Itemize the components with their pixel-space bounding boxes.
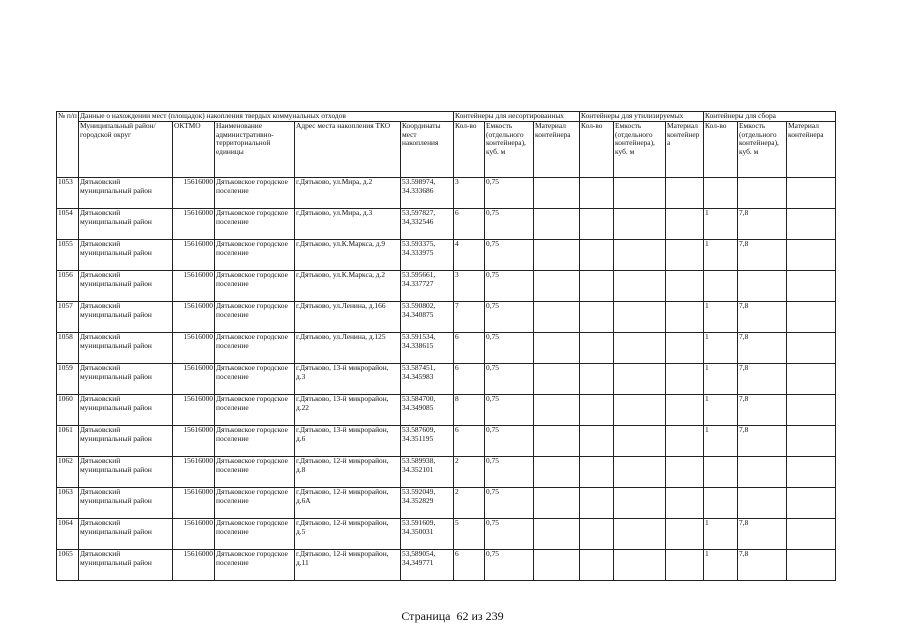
header-material-collection: Материал контейнера <box>787 122 836 178</box>
cell-count: 7 <box>454 302 485 333</box>
cell-address: г.Дятьково, 12-й микрорайон, д.8 <box>295 457 401 488</box>
cell-volume3 <box>738 457 787 488</box>
cell-count3 <box>704 457 738 488</box>
cell-volume2 <box>614 395 666 426</box>
header-group-unsorted: Контейнеры для несортированных <box>454 112 580 122</box>
cell-territory: Дятьковское городское поселение <box>215 519 295 550</box>
cell-volume3: 7,8 <box>738 240 787 271</box>
cell-material2 <box>666 302 704 333</box>
cell-no: 1063 <box>57 488 79 519</box>
cell-district: Дятьковский муниципальный район <box>79 364 173 395</box>
cell-volume: 0,75 <box>485 178 534 209</box>
cell-count2 <box>580 519 614 550</box>
cell-district: Дятьковский муниципальный район <box>79 240 173 271</box>
cell-material3 <box>787 240 836 271</box>
cell-material <box>534 395 580 426</box>
cell-volume3: 7,8 <box>738 364 787 395</box>
header-volume: Емкость (отдельного контейнера), куб. м <box>485 122 534 178</box>
cell-no: 1054 <box>57 209 79 240</box>
cell-volume2 <box>614 240 666 271</box>
cell-volume2 <box>614 364 666 395</box>
cell-oktmo: 15616000 <box>173 178 215 209</box>
cell-address: г.Дятьково, ул.Мира, д.2 <box>295 178 401 209</box>
cell-coords: 53.587609, 34.351195 <box>401 426 454 457</box>
header-count: Кол-во <box>454 122 485 178</box>
table-row <box>57 333 836 364</box>
cell-district: Дятьковский муниципальный район <box>79 426 173 457</box>
cell-count2 <box>580 178 614 209</box>
cell-address: г.Дятьково, ул.К.Маркса, д.9 <box>295 240 401 271</box>
cell-no: 1053 <box>57 178 79 209</box>
cell-oktmo: 15616000 <box>173 364 215 395</box>
cell-count3: 1 <box>704 550 738 581</box>
cell-district: Дятьковский муниципальный район <box>79 333 173 364</box>
header-address: Адрес места накопления ТКО <box>295 122 401 178</box>
table-row <box>57 209 836 240</box>
cell-oktmo: 15616000 <box>173 302 215 333</box>
table-row <box>57 302 836 333</box>
cell-volume3 <box>738 488 787 519</box>
cell-volume3: 7,8 <box>738 426 787 457</box>
cell-coords: 53.591609, 34.350031 <box>401 519 454 550</box>
cell-oktmo: 15616000 <box>173 240 215 271</box>
cell-material2 <box>666 519 704 550</box>
cell-material2 <box>666 209 704 240</box>
cell-address: г.Дятьково, 12-й микрорайон, д.5 <box>295 519 401 550</box>
cell-count2 <box>580 457 614 488</box>
cell-material2 <box>666 240 704 271</box>
cell-count: 3 <box>454 178 485 209</box>
header-territory: Наименование административно-территориальной единицы <box>215 122 295 178</box>
cell-oktmo: 15616000 <box>173 457 215 488</box>
cell-material2 <box>666 178 704 209</box>
cell-no: 1062 <box>57 457 79 488</box>
cell-address: г.Дятьково, ул.К.Маркса, д.2 <box>295 271 401 302</box>
cell-district: Дятьковский муниципальный район <box>79 457 173 488</box>
cell-count2 <box>580 426 614 457</box>
cell-oktmo: 15616000 <box>173 271 215 302</box>
header-row-groups <box>57 112 836 122</box>
document-sheet <box>56 111 836 581</box>
cell-coords: 53.593375, 34.333975 <box>401 240 454 271</box>
cell-count3: 1 <box>704 302 738 333</box>
cell-count3: 1 <box>704 209 738 240</box>
cell-volume: 0,75 <box>485 333 534 364</box>
cell-address: г.Дятьково, 13-й микрорайон, д.3 <box>295 364 401 395</box>
cell-volume2 <box>614 426 666 457</box>
cell-count: 3 <box>454 271 485 302</box>
cell-volume2 <box>614 209 666 240</box>
cell-count3 <box>704 488 738 519</box>
cell-no: 1061 <box>57 426 79 457</box>
cell-address: г.Дятьково, ул.Ленина, д.125 <box>295 333 401 364</box>
cell-material2 <box>666 457 704 488</box>
cell-material3 <box>787 550 836 581</box>
table-row <box>57 550 836 581</box>
cell-material3 <box>787 333 836 364</box>
cell-material3 <box>787 519 836 550</box>
header-district: Муниципальный район/городской округ <box>79 122 173 178</box>
cell-address: г.Дятьково, 13-й микрорайон, д.6 <box>295 426 401 457</box>
header-material-recycled: Материал контейнер а <box>666 122 704 178</box>
cell-material3 <box>787 364 836 395</box>
cell-material3 <box>787 271 836 302</box>
cell-material <box>534 240 580 271</box>
cell-coords: 53,589054, 34,349771 <box>401 550 454 581</box>
registry-table <box>56 111 836 581</box>
cell-count2 <box>580 240 614 271</box>
cell-district: Дятьковский муниципальный район <box>79 302 173 333</box>
table-row <box>57 364 836 395</box>
cell-count: 2 <box>454 457 485 488</box>
header-volume-collection: Емкость (отдельного контейнера), куб. м <box>738 122 787 178</box>
cell-no: 1060 <box>57 395 79 426</box>
cell-volume: 0,75 <box>485 209 534 240</box>
cell-oktmo: 15616000 <box>173 395 215 426</box>
cell-count: 2 <box>454 488 485 519</box>
cell-volume: 0,75 <box>485 302 534 333</box>
header-no: № п/п <box>57 112 79 178</box>
cell-material2 <box>666 333 704 364</box>
cell-no: 1058 <box>57 333 79 364</box>
cell-count3: 1 <box>704 240 738 271</box>
cell-material <box>534 364 580 395</box>
cell-address: г.Дятьково, 12-й микрорайон, д.11 <box>295 550 401 581</box>
cell-district: Дятьковский муниципальный район <box>79 550 173 581</box>
page-footer <box>0 609 905 624</box>
table-row <box>57 240 836 271</box>
cell-count2 <box>580 302 614 333</box>
cell-count2 <box>580 209 614 240</box>
cell-oktmo: 15616000 <box>173 209 215 240</box>
cell-volume2 <box>614 178 666 209</box>
cell-volume: 0,75 <box>485 457 534 488</box>
cell-coords: 53.584700, 34.349085 <box>401 395 454 426</box>
header-material: Материал контейнера <box>534 122 580 178</box>
cell-district: Дятьковский муниципальный район <box>79 178 173 209</box>
cell-volume3: 7,8 <box>738 209 787 240</box>
cell-volume: 0,75 <box>485 550 534 581</box>
cell-count3: 1 <box>704 364 738 395</box>
cell-volume: 0,75 <box>485 240 534 271</box>
cell-district: Дятьковский муниципальный район <box>79 519 173 550</box>
cell-oktmo: 15616000 <box>173 488 215 519</box>
cell-volume2 <box>614 302 666 333</box>
cell-address: г.Дятьково, ул.Ленина, д.166 <box>295 302 401 333</box>
cell-count: 8 <box>454 395 485 426</box>
cell-volume2 <box>614 457 666 488</box>
cell-volume: 0,75 <box>485 271 534 302</box>
cell-material3 <box>787 302 836 333</box>
table-row <box>57 457 836 488</box>
cell-volume2 <box>614 333 666 364</box>
cell-volume: 0,75 <box>485 426 534 457</box>
cell-address: г.Дятьково, 12-й микрорайон, д.6А <box>295 488 401 519</box>
cell-territory: Дятьковское городское поселение <box>215 302 295 333</box>
cell-district: Дятьковский муниципальный район <box>79 271 173 302</box>
cell-count2 <box>580 488 614 519</box>
cell-material2 <box>666 364 704 395</box>
header-coords: Координаты мест накопления <box>401 122 454 178</box>
cell-volume3: 7,8 <box>738 395 787 426</box>
table-row <box>57 488 836 519</box>
cell-oktmo: 15616000 <box>173 426 215 457</box>
cell-oktmo: 15616000 <box>173 333 215 364</box>
page-number: 62 <box>456 609 469 623</box>
page-label: Страница <box>401 609 451 623</box>
cell-territory: Дятьковское городское поселение <box>215 550 295 581</box>
cell-material <box>534 209 580 240</box>
header-oktmo: ОКТМО <box>173 122 215 178</box>
cell-count2 <box>580 271 614 302</box>
cell-material3 <box>787 209 836 240</box>
cell-coords: 53.592049, 34.352829 <box>401 488 454 519</box>
cell-material3 <box>787 395 836 426</box>
cell-count: 6 <box>454 209 485 240</box>
cell-material2 <box>666 426 704 457</box>
cell-material2 <box>666 395 704 426</box>
cell-oktmo: 15616000 <box>173 550 215 581</box>
cell-territory: Дятьковское городское поселение <box>215 457 295 488</box>
cell-material <box>534 271 580 302</box>
header-group-location: Данные о нахождении мест (площадок) накопления твердых коммунальных отходов <box>79 112 454 122</box>
table-row <box>57 519 836 550</box>
cell-volume: 0,75 <box>485 364 534 395</box>
cell-material <box>534 178 580 209</box>
cell-territory: Дятьковское городское поселение <box>215 240 295 271</box>
cell-volume3 <box>738 178 787 209</box>
cell-coords: 53.591534, 34.338615 <box>401 333 454 364</box>
header-group-collection: Контейнеры для сбора <box>704 112 836 122</box>
cell-volume3: 7,8 <box>738 302 787 333</box>
cell-no: 1056 <box>57 271 79 302</box>
cell-count3 <box>704 271 738 302</box>
cell-material <box>534 302 580 333</box>
cell-count: 4 <box>454 240 485 271</box>
header-count-collection: Кол-во <box>704 122 738 178</box>
cell-volume3: 7,8 <box>738 519 787 550</box>
cell-count2 <box>580 333 614 364</box>
cell-volume: 0,75 <box>485 519 534 550</box>
cell-district: Дятьковский муниципальный район <box>79 488 173 519</box>
cell-address: г.Дятьково, ул.Мира, д.3 <box>295 209 401 240</box>
cell-material3 <box>787 178 836 209</box>
cell-territory: Дятьковское городское поселение <box>215 426 295 457</box>
cell-address: г.Дятьково, 13-й микрорайон, д.22 <box>295 395 401 426</box>
table-row <box>57 271 836 302</box>
cell-material <box>534 333 580 364</box>
cell-material3 <box>787 426 836 457</box>
cell-count3: 1 <box>704 519 738 550</box>
cell-material <box>534 488 580 519</box>
cell-volume3: 7,8 <box>738 333 787 364</box>
header-group-recycled: Контейнеры для утилизируемых <box>580 112 704 122</box>
cell-count: 5 <box>454 519 485 550</box>
cell-count3: 1 <box>704 395 738 426</box>
cell-count: 6 <box>454 333 485 364</box>
cell-count2 <box>580 395 614 426</box>
header-volume-recycled: Емкость (отдельного контейнера), куб. м <box>614 122 666 178</box>
cell-count: 6 <box>454 550 485 581</box>
page-total: 239 <box>485 609 504 623</box>
cell-volume2 <box>614 519 666 550</box>
cell-volume3 <box>738 271 787 302</box>
cell-territory: Дятьковское городское поселение <box>215 178 295 209</box>
table-row <box>57 395 836 426</box>
page-of-label: из <box>471 609 483 623</box>
cell-volume2 <box>614 271 666 302</box>
cell-material2 <box>666 271 704 302</box>
cell-territory: Дятьковское городское поселение <box>215 271 295 302</box>
table-row <box>57 178 836 209</box>
cell-material2 <box>666 550 704 581</box>
cell-count: 6 <box>454 426 485 457</box>
cell-material <box>534 519 580 550</box>
cell-coords: 53.595661, 34.337727 <box>401 271 454 302</box>
cell-volume3: 7,8 <box>738 550 787 581</box>
cell-count3: 1 <box>704 426 738 457</box>
cell-no: 1057 <box>57 302 79 333</box>
cell-material2 <box>666 488 704 519</box>
cell-territory: Дятьковское городское поселение <box>215 488 295 519</box>
cell-count2 <box>580 364 614 395</box>
cell-territory: Дятьковское городское поселение <box>215 333 295 364</box>
cell-coords: 53.587451, 34.345983 <box>401 364 454 395</box>
cell-territory: Дятьковское городское поселение <box>215 395 295 426</box>
cell-volume2 <box>614 550 666 581</box>
cell-coords: 53.590802, 34.340875 <box>401 302 454 333</box>
cell-volume: 0,75 <box>485 488 534 519</box>
cell-coords: 53.598974, 34.333686 <box>401 178 454 209</box>
cell-volume2 <box>614 488 666 519</box>
cell-no: 1064 <box>57 519 79 550</box>
cell-material3 <box>787 488 836 519</box>
cell-coords: 53.589938, 34.352101 <box>401 457 454 488</box>
cell-no: 1055 <box>57 240 79 271</box>
cell-count3: 1 <box>704 333 738 364</box>
cell-district: Дятьковский муниципальный район <box>79 395 173 426</box>
cell-count3 <box>704 178 738 209</box>
cell-count: 6 <box>454 364 485 395</box>
cell-territory: Дятьковское городское поселение <box>215 209 295 240</box>
header-count-recycled: Кол-во <box>580 122 614 178</box>
cell-oktmo: 15616000 <box>173 519 215 550</box>
header-row-columns <box>57 122 836 178</box>
cell-count2 <box>580 550 614 581</box>
cell-material <box>534 550 580 581</box>
cell-no: 1059 <box>57 364 79 395</box>
cell-material3 <box>787 457 836 488</box>
cell-material <box>534 426 580 457</box>
cell-territory: Дятьковское городское поселение <box>215 364 295 395</box>
table-row <box>57 426 836 457</box>
cell-no: 1065 <box>57 550 79 581</box>
cell-material <box>534 457 580 488</box>
table-body <box>57 178 836 581</box>
cell-coords: 53,597827, 34,332546 <box>401 209 454 240</box>
cell-district: Дятьковский муниципальный район <box>79 209 173 240</box>
cell-volume: 0,75 <box>485 395 534 426</box>
